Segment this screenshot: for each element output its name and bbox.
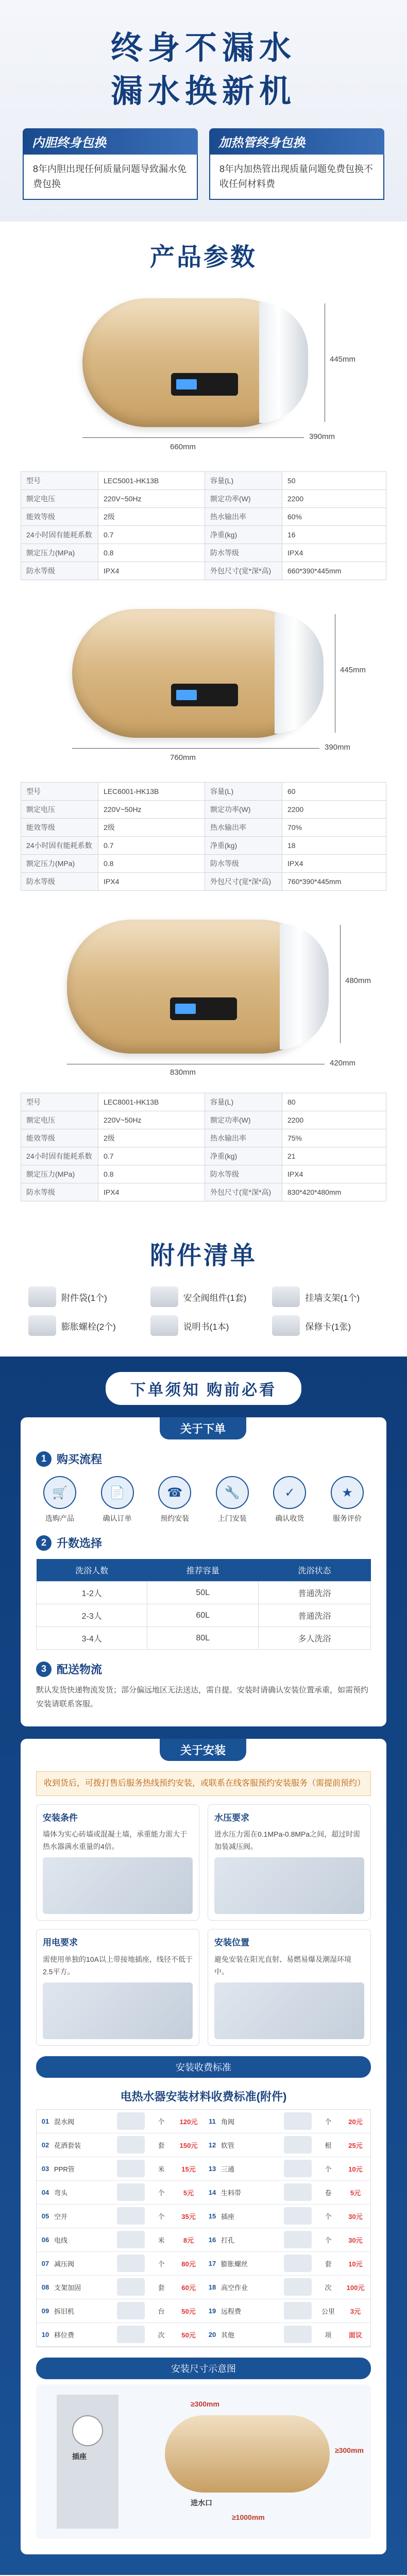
dim-height: 480mm (345, 976, 371, 985)
warranty-card-text: 8年内胆出现任何质量问题导致漏水免费包换 (23, 155, 198, 200)
spec-table-50l (21, 471, 386, 580)
fee-row: 05 空开 个 35元 (37, 2205, 204, 2228)
fee-item-photo (117, 2183, 145, 2201)
table-row: 能效等级 2级 热水输出率 70% (21, 819, 386, 837)
flow-step: 📄 确认订单 (94, 1476, 141, 1523)
fee-item-photo (284, 2136, 312, 2154)
fee-row: 16 打孔 个 30元 (204, 2228, 370, 2252)
table-row: 额定压力(MPa) 0.8 防水等级 IPX4 (21, 1165, 386, 1183)
fee-item-photo (284, 2326, 312, 2343)
table-row: 型号 LEC6001-HK13B 容量(L) 60 (21, 783, 386, 801)
table-row: 3-4人 80L 多人洗浴 (37, 1627, 371, 1650)
product-image-60l (21, 594, 386, 779)
flow-step: 🔧 上门安装 (209, 1476, 256, 1523)
order-card-tag: 关于下单 (160, 1417, 246, 1439)
accessory-item: 说明书(1本) (150, 1315, 257, 1336)
fee-item-photo (284, 2183, 312, 2201)
table-row: 型号 LEC8001-HK13B 容量(L) 80 (21, 1093, 386, 1111)
fee-row: 18 高空作业 次 100元 (204, 2276, 370, 2299)
install-photo (43, 1857, 193, 1914)
dim-width: 660mm (170, 443, 196, 451)
capacity-table: 洗浴人数 推荐容量 洗浴状态 1-2人 50L 普通洗浴 2-3人 60L 普通洗浴 3-4人 80L 多人洗浴 (36, 1559, 371, 1650)
purchase-flow (36, 1476, 371, 1523)
step-title: 配送物流 (57, 1663, 103, 1676)
step-purchase-flow: 1 购买流程 🛒 选购产品 📄 确认订单 ☎ 预约安装 🔧 上门安装 ✓ 确认收货 ★ 服务评价 (36, 1451, 371, 1523)
table-row: 1-2人 50L 普通洗浴 (37, 1582, 371, 1604)
flow-step: ★ 服务评价 (324, 1476, 371, 1523)
order-card-install (21, 1739, 386, 2554)
size-strip: 安装尺寸示意图 (36, 2358, 371, 2379)
socket-icon (72, 2415, 103, 2446)
order-card-buy (21, 1417, 386, 1726)
fee-item-photo (284, 2112, 312, 2130)
warranty-card-heater (209, 128, 384, 200)
dim-depth: 390mm (325, 743, 351, 752)
dim-width: 830mm (170, 1068, 196, 1077)
flow-step: ✓ 确认收货 (266, 1476, 313, 1523)
accessory-icon (272, 1286, 300, 1307)
cart-icon: 🛒 (43, 1476, 76, 1509)
accessory-item: 附件袋(1个) (28, 1286, 135, 1307)
table-row: 防水等级 IPX4 外包尺寸(宽*深*高) 830*420*480mm (21, 1183, 386, 1201)
fee-row: 17 膨胀螺丝 套 10元 (204, 2252, 370, 2276)
accessory-item: 挂墙支架(1个) (272, 1286, 379, 1307)
size-label: ≥300mm (191, 2399, 219, 2408)
fee-item-photo (117, 2231, 145, 2248)
install-photo (43, 1982, 193, 2039)
fee-row: 02 花洒套装 套 150元 (37, 2133, 204, 2157)
install-box: 用电要求 需使用单独的10A以上带接地插座，线径不低于2.5平方。 (36, 1929, 199, 2045)
size-label: ≥300mm (335, 2446, 364, 2454)
fee-title: 电热水器安装材料收费标准(附件) (120, 2090, 287, 2103)
dim-width: 760mm (170, 753, 196, 762)
fee-item-photo (117, 2112, 145, 2130)
step-capacity: 2 升数选择 洗浴人数 推荐容量 洗浴状态 1-2人 50L 普通洗浴 2-3人 60L 普通洗浴 3-4人 80L 多人洗浴 (36, 1535, 371, 1650)
fee-item-photo (284, 2255, 312, 2272)
step-delivery: 3 配送物流 默认发货快递物流发货；部分偏远地区无法送达，需自提。安装时请确认安装位置承重，如需预约安装请联系客服。 (36, 1661, 371, 1711)
warranty-card-text: 8年内加热管出现质量问题免费包换不收任何材料费 (209, 155, 384, 200)
fee-item-photo (284, 2207, 312, 2225)
order-section (0, 1357, 407, 2575)
table-row: 能效等级 2级 热水输出率 60% (21, 508, 386, 526)
check-icon: ✓ (273, 1476, 306, 1509)
size-label: ≥1000mm (232, 2513, 265, 2521)
table-row: 24小时固有能耗系数 0.7 净重(kg) 21 (21, 1147, 386, 1165)
fee-row: 03 PPR管 米 15元 (37, 2157, 204, 2181)
spec-table-60l (21, 782, 386, 891)
install-photo (214, 1857, 364, 1914)
table-row: 24小时固有能耗系数 0.7 净重(kg) 16 (21, 526, 386, 544)
install-size-diagram (36, 2384, 371, 2539)
table-row: 额定压力(MPa) 0.8 防水等级 IPX4 (21, 544, 386, 562)
hero-title-line1: 终身不漏水 (110, 30, 296, 66)
fee-item-photo (117, 2160, 145, 2177)
table-row: 额定电压 220V~50Hz 额定功率(W) 2200 (21, 801, 386, 819)
hero-title-line2: 漏水换新机 (110, 73, 296, 109)
fee-item-photo (284, 2231, 312, 2248)
fee-item-photo (117, 2326, 145, 2343)
table-row: 额定电压 220V~50Hz 额定功率(W) 2200 (21, 1111, 386, 1129)
product-image-50l (21, 283, 386, 468)
accessories-list (28, 1286, 379, 1336)
table-row: 2-3人 60L 普通洗浴 (37, 1604, 371, 1627)
fee-row: 15 插座 个 30元 (204, 2205, 370, 2228)
fee-row: 01 混水阀 个 120元 (37, 2110, 204, 2133)
table-row: 额定压力(MPa) 0.8 防水等级 IPX4 (21, 855, 386, 873)
water-heater-image (165, 2415, 330, 2493)
water-heater-image (67, 920, 325, 1054)
warranty-card-title: 内胆终身包换 (23, 128, 198, 155)
warranty-card-liner (23, 128, 198, 200)
dim-depth: 420mm (330, 1059, 356, 1067)
dim-height: 445mm (330, 355, 356, 364)
accessories-title: 附件清单 (149, 1242, 257, 1269)
fee-item-photo (117, 2302, 145, 2319)
flow-step: 🛒 选购产品 (36, 1476, 83, 1523)
install-box: 水压要求 进水压力需在0.1MPa-0.8MPa之间，超过时需加装减压阀。 (208, 1804, 371, 1921)
fee-row: 12 软管 根 25元 (204, 2133, 370, 2157)
size-label: 插座 (72, 2452, 87, 2461)
install-photo (214, 1982, 364, 2039)
accessory-icon (272, 1315, 300, 1336)
accessory-icon (150, 1286, 178, 1307)
fee-row: 13 三通 个 10元 (204, 2157, 370, 2181)
accessory-icon (150, 1315, 178, 1336)
table-row: 防水等级 IPX4 外包尺寸(宽*深*高) 660*390*445mm (21, 562, 386, 580)
table-row: 24小时固有能耗系数 0.7 净重(kg) 18 (21, 837, 386, 855)
fee-item-photo (284, 2302, 312, 2319)
size-label: 进水口 (191, 2498, 212, 2507)
warranty-cards (0, 128, 407, 200)
fee-row: 19 远程费 公里 3元 (204, 2299, 370, 2323)
step-title: 升数选择 (57, 1537, 103, 1550)
install-box: 安装条件 墙体为实心砖墙或混凝土墙，承重能力需大于热水器满水重量的4倍。 (36, 1804, 199, 1921)
fee-item-photo (117, 2136, 145, 2154)
accessory-item: 膨胀螺栓(2个) (28, 1315, 135, 1336)
dim-depth: 390mm (309, 432, 335, 441)
accessory-icon (28, 1315, 56, 1336)
fee-table (36, 2109, 371, 2347)
table-row: 防水等级 IPX4 外包尺寸(宽*深*高) 760*390*445mm (21, 873, 386, 891)
accessory-icon (28, 1286, 56, 1307)
table-row: 型号 LEC5001-HK13B 容量(L) 50 (21, 472, 386, 490)
wrench-icon: 🔧 (216, 1476, 249, 1509)
install-box: 安装位置 避免安装在阳光直射、易燃易爆及潮湿环境中。 (208, 1929, 371, 2045)
fee-row: 10 移位费 次 50元 (37, 2323, 204, 2347)
dim-height: 445mm (340, 666, 366, 674)
order-banner: 下单须知 购前必看 (106, 1372, 301, 1405)
table-row: 额定电压 220V~50Hz 额定功率(W) 2200 (21, 490, 386, 508)
install-note: 收到货后，可拨打售后服务热线预约安装，或联系在线客服预约安装服务（需提前预约） (36, 1771, 371, 1796)
order-card-tag: 关于安装 (160, 1739, 246, 1761)
fee-row: 11 角阀 个 20元 (204, 2110, 370, 2133)
fee-row: 14 生料带 卷 5元 (204, 2181, 370, 2205)
table-row: 能效等级 2级 热水输出率 75% (21, 1129, 386, 1147)
fee-row: 04 弯头 个 5元 (37, 2181, 204, 2205)
fee-strip: 安装收费标准 (36, 2056, 371, 2078)
fee-item-photo (284, 2160, 312, 2177)
star-icon: ★ (331, 1476, 364, 1509)
fee-item-photo (117, 2255, 145, 2272)
fee-row: 09 拆旧机 台 50元 (37, 2299, 204, 2323)
fee-row: 20 其他 项 面议 (204, 2323, 370, 2347)
step-title: 购买流程 (57, 1453, 103, 1466)
accessories-section (0, 1225, 407, 1357)
accessory-item: 保修卡(1张) (272, 1315, 379, 1336)
accessory-item: 安全阀组件(1套) (150, 1286, 257, 1307)
fee-row: 06 电线 米 8元 (37, 2228, 204, 2252)
water-heater-image (82, 298, 304, 427)
spec-table-80l (21, 1093, 386, 1201)
install-grid (36, 1804, 371, 2046)
params-section (0, 222, 407, 1225)
phone-icon: ☎ (158, 1476, 191, 1509)
product-image-80l (21, 904, 386, 1090)
fee-item-photo (117, 2207, 145, 2225)
fee-item-photo (117, 2278, 145, 2296)
water-heater-image (72, 609, 319, 738)
fee-row: 08 支架加固 套 60元 (37, 2276, 204, 2299)
params-title: 产品参数 (149, 244, 257, 271)
warranty-card-title: 加热管终身包换 (209, 128, 384, 155)
document-icon: 📄 (101, 1476, 134, 1509)
fee-item-photo (284, 2278, 312, 2296)
delivery-text: 默认发货快递物流发货；部分偏远地区无法送达，需自提。安装时请确认安装位置承重，如需预约安装请联系客服。 (36, 1686, 369, 1708)
fee-row: 07 减压阀 个 80元 (37, 2252, 204, 2276)
hero-section (0, 0, 407, 222)
flow-step: ☎ 预约安装 (151, 1476, 198, 1523)
